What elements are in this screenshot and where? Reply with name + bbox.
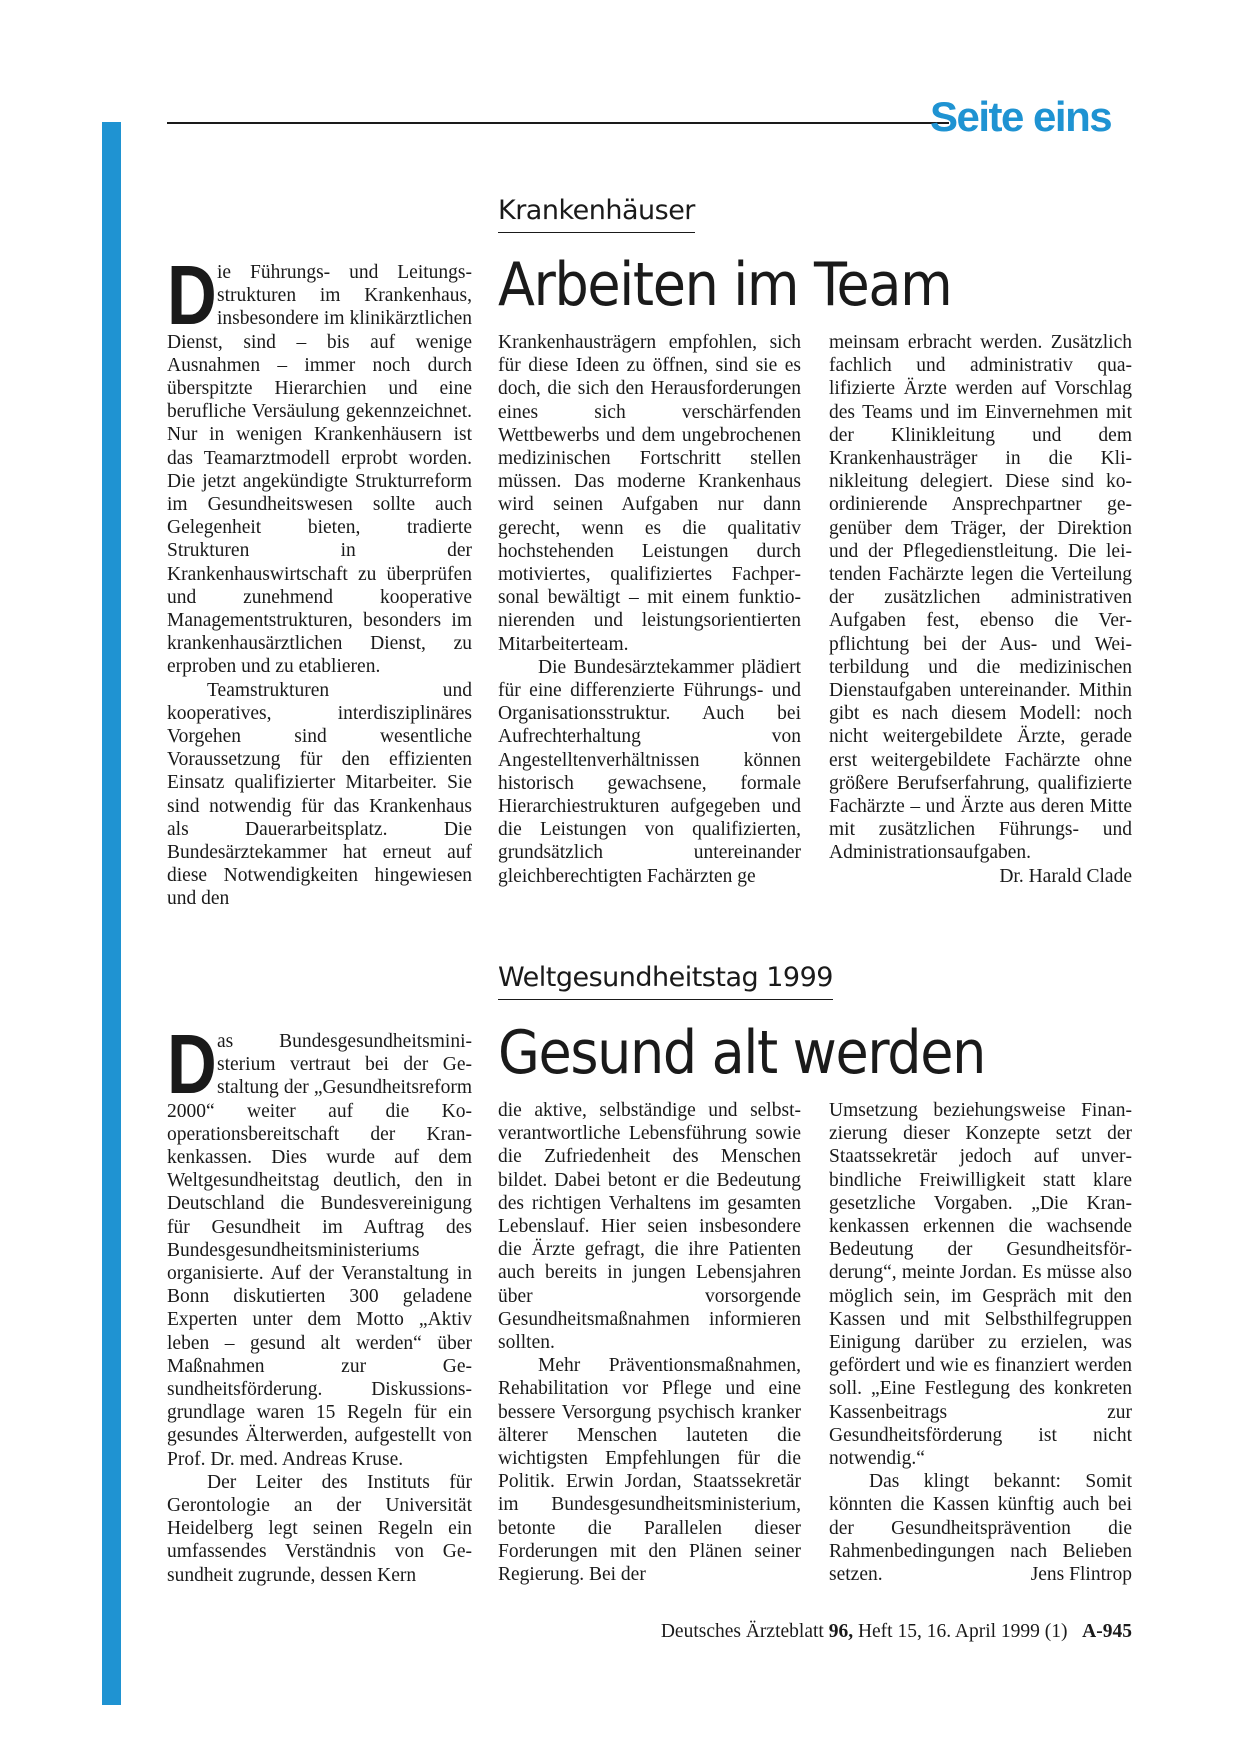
paragraph <box>829 1470 1132 1586</box>
article-column-3 <box>829 331 1132 888</box>
article-column-2 <box>498 331 801 888</box>
author-byline: Dr. Harald Clade <box>999 865 1132 887</box>
paragraph-text: Das klingt bekannt: Somit könnten die Kassen künftig auch bei der Gesundheitsprävention die Rahmenbedingungen nach Belieben setzen. <box>829 1471 1132 1586</box>
paragraph: ie Führungs- und Leitungsstrukturen im Krankenhaus, insbesondere im klinikärztlichen Dienst, sind – bis auf wenige Ausnahmen – immer noch durch überspitzte Hierarchien und eine berufliche Versäulung gekennzeichnet. Nur in wenigen Krankenhäusern ist das Teamarztmodell erprobt worden. Die jetzt angekündigte Strukturreform im Gesundheitswesen sollte auch Gelegenheit bieten, tradierte Strukturen in der Krankenhauswirtschaft zu überprüfen und zunehmend kooperative Managementstrukturen, besonders im krankenhausärztlichen Dienst, zu erproben und zu etablieren. <box>167 262 472 678</box>
issue-info: Heft 15, 16. April 1999 (1) <box>857 1621 1068 1642</box>
article-headline: Arbeiten im Team <box>498 250 952 320</box>
paragraph: Mehr Präventionsmaßnahmen, Rehabilitation vor Pflege und eine bessere Versorgung psychisch kranker älterer Menschen lauteten die wichtigsten Empfehlungen für die Politik. Erwin Jordan, Staatssekretär im Bundesgesundheitsministerium, betonte die Parallelen dieser Forderungen mit den Plänen seiner Regierung. Bei der <box>498 1355 801 1586</box>
paragraph: Die Bundesärztekammer plädiert für eine differenzierte Führungs- und Organisationsstruktur. Auch bei Aufrechterhaltung von Angestelltenverhältnissen können historisch gewachsene, formale Hierarchiestrukturen aufgegeben und die Leistungen von qualifizierten, grundsätzlich untereinander gleichberechtigten Fachärzten ge <box>498 656 801 887</box>
article-headline: Gesund alt werden <box>498 1018 985 1088</box>
article-kicker: Weltgesundheitstag 1999 <box>498 962 833 1000</box>
article-column-1 <box>167 248 472 911</box>
accent-bar <box>102 122 121 1705</box>
paragraph: as Bundesgesundheitsministerium vertraut bei der Gestaltung der „Gesundheitsreform 2000“ weiter auf die Kooperationsbereitschaft der Krankenkassen. Dies wurde auf dem Weltgesundheitstag deutlich, den in Deutschland die Bundesvereinigung für Gesundheit im Auftrag des Bundesgesundheitsministeriums organisierte. Auf der Veranstaltung in Bonn diskutierten 300 geladene Experten unter dem Motto „Aktiv leben – gesund alt werden“ über Maßnahmen zur Gesundheitsförderung. Diskussionsgrundlage waren 15 Regeln für ein gesundes Älterwerden, aufgestellt von Prof. Dr. med. Andreas Kruse. <box>167 1031 472 1470</box>
page-footer <box>661 1620 1132 1644</box>
drop-cap: D <box>167 248 217 342</box>
article-column-1 <box>167 1017 472 1587</box>
paragraph: Krankenhausträgern empfohlen, sich für diese Ideen zu öffnen, sind sie es doch, die sich den Herausforderungen eines sich verschärfenden Wettbewerbs und dem ungebrochenen medizinischen Fortschritt stellen müssen. Das moderne Krankenhaus wird seinen Aufgaben nur dann gerecht, wenn es die qualitativ hochstehenden Leistungen durch motiviertes, qualifiziertes Fachpersonal bewältigt – mit einem funktionierenden und leistungsorientierten Mitarbeiterteam. <box>498 332 801 655</box>
author-byline: Jens Flintrop <box>1030 1564 1132 1586</box>
section-label: Seite eins <box>930 93 1112 140</box>
article-column-2 <box>498 1099 801 1586</box>
paragraph: Umsetzung beziehungsweise Finanzierung dieser Konzepte setzt der Staatssekretär jedoch auf unverbindliche Freiwilligkeit statt klare gesetzliche Vorgaben. „Die Krankenkassen erkennen die wachsende Bedeutung der Gesundheitsförderung“, meinte Jordan. Es müsse also möglich sein, im Gespräch mit den Kassen und mit Selbsthilfegruppen Einigung darüber zu erzielen, was gefördert und wie es finanziert werden soll. „Eine Festlegung des konkreten Kassenbeitrags zur Gesundheitsförderung ist nicht notwendig.“ <box>829 1100 1132 1470</box>
page-number: A-945 <box>1082 1621 1132 1642</box>
header-rule <box>167 122 949 124</box>
paragraph <box>829 331 1132 887</box>
journal-volume: 96, <box>828 1621 854 1642</box>
article-kicker: Krankenhäuser <box>498 195 695 233</box>
journal-name: Deutsches Ärzteblatt <box>660 1621 824 1642</box>
paragraph: die aktive, selbständige und selbstverantwortliche Lebensführung sowie die Zufriedenheit des Menschen bildet. Dabei betont er die Bedeutung des richtigen Verhaltens im gesamten Lebenslauf. Hier seien insbesondere die Ärzte gefragt, die ihre Patienten auch bereits in jungen Lebensjahren über vorsorgende Gesundheitsmaßnahmen informieren sollten. <box>498 1100 801 1354</box>
article-column-3 <box>829 1099 1132 1586</box>
drop-cap: D <box>167 1017 217 1111</box>
paragraph: Der Leiter des Instituts für Gerontologie an der Universität Heidelberg legt seinen Regeln ein umfassendes Verständnis von Gesundheit zugrunde, dessen Kern <box>167 1471 472 1586</box>
paragraph: Teamstrukturen und kooperatives, interdisziplinäres Vorgehen sind wesentliche Voraussetzung für den effizienten Einsatz qualifizierter Mitarbeiter. Sie sind notwendig für das Krankenhaus als Dauerarbeitsplatz. Die Bundesärztekammer hat erneut auf diese Notwendigkeiten hingewiesen und den <box>167 679 472 910</box>
paragraph-text: meinsam erbracht werden. Zusätzlich fachlich und administrativ qualifizierte Ärzte werden auf Vorschlag des Teams und im Einvernehmen mit der Klinikleitung und dem Krankenhausträger in die Klinikleitung delegiert. Diese sind koordinierende Ansprechpartner gegenüber dem Träger, der Direktion und der Pflegedienstleitung. Die leitenden Fachärzte legen die Verteilung der zusätzlichen administrativen Aufgaben fest, ebenso die Verpflichtung bei der Aus- und Weiterbildung und die medizinischen Dienstaufgaben untereinander. Mithin gibt es nach diesem Modell: noch nicht weitergebildete Ärzte, gerade erst weitergebildete Fachärzte ohne größere Berufserfahrung, qualifizierte Fachärzte – und Ärzte aus deren Mitte mit zusätzlichen Führungs- und Administrationsaufgaben. <box>829 332 1132 864</box>
